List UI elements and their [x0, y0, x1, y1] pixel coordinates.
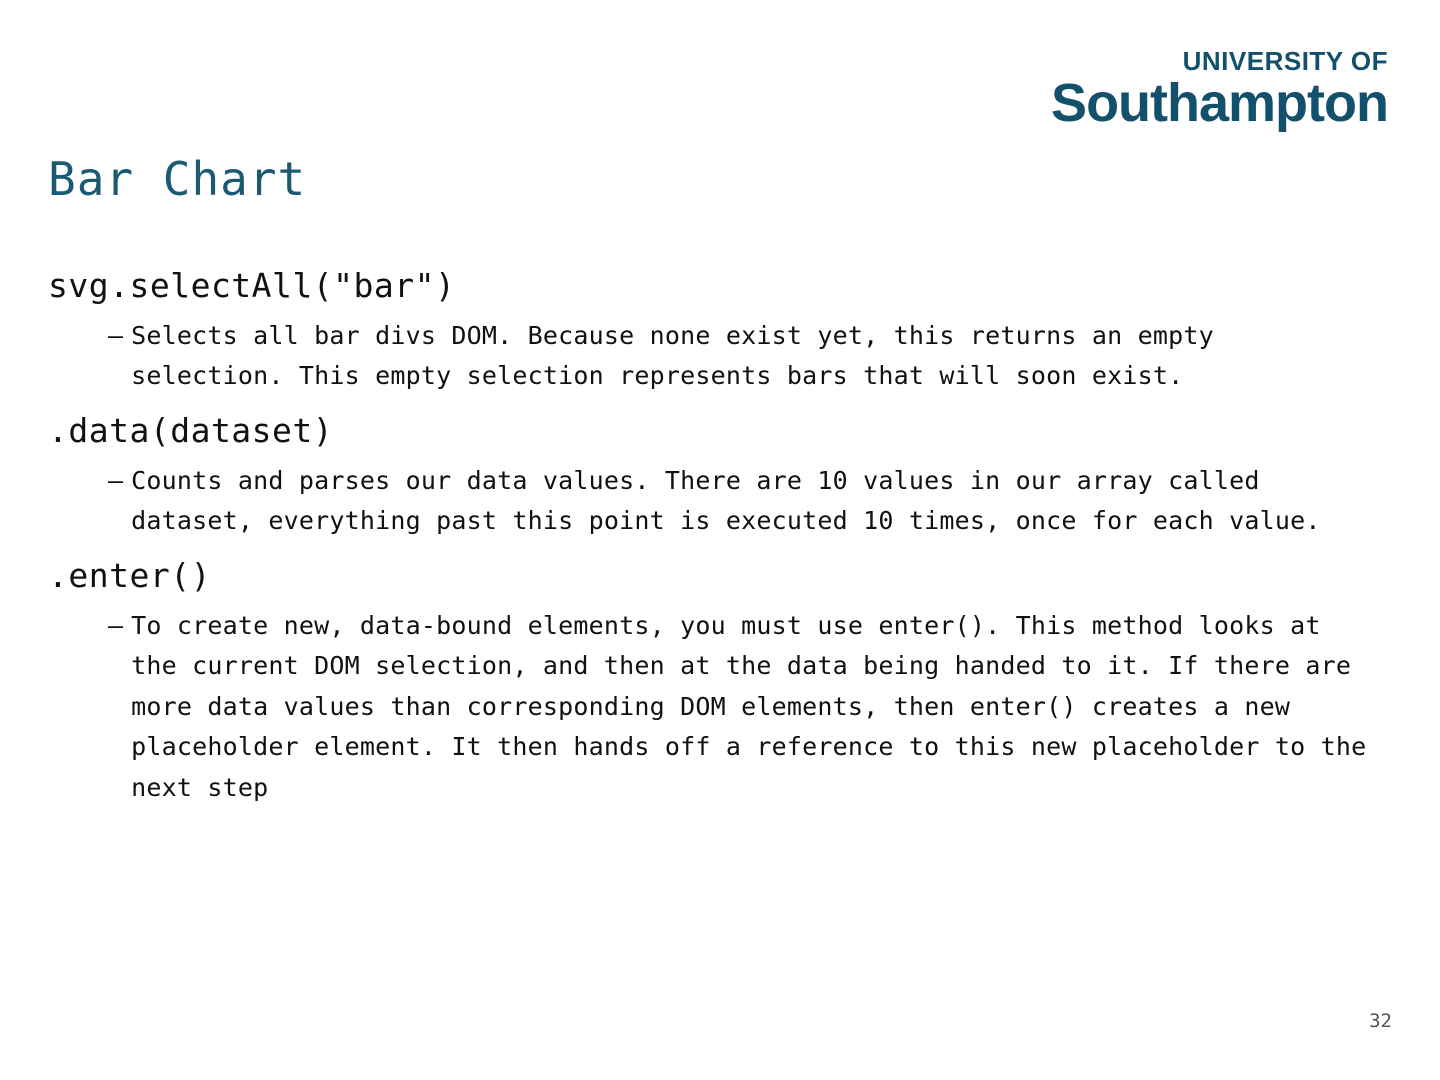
bullet-text: Selects all bar divs DOM. Because none exist yet, this returns an empty selection. This empty selection represents bars that will soon exist.: [131, 320, 1214, 391]
bullet-dash-icon: –: [108, 465, 124, 495]
page-number: 32: [1369, 1010, 1392, 1032]
list-item: [48, 606, 1388, 809]
bullet-dash-icon: –: [108, 320, 124, 350]
logo-line-southampton: Southampton: [1051, 73, 1388, 133]
code-heading-selectall: svg.selectAll("bar"): [48, 266, 456, 305]
bullet-text: Counts and parses our data values. There are 10 values in our array called dataset, everything past this point is executed 10 times, once for each value.: [131, 465, 1321, 536]
university-logo: [1051, 46, 1388, 133]
slide-body: [48, 262, 1388, 818]
code-heading-enter: .enter(): [48, 555, 211, 595]
code-heading-data: .data(dataset): [48, 410, 334, 450]
list-item: [48, 461, 1388, 542]
list-item: [48, 316, 1388, 397]
page-title: Bar Chart: [48, 152, 307, 206]
content-block-1: [48, 262, 1388, 397]
bullet-dash-icon: –: [108, 610, 124, 640]
logo-line-university-of: UNIVERSITY OF: [1182, 46, 1388, 76]
content-block-3: [48, 552, 1388, 808]
bullet-text: To create new, data-bound elements, you must use enter(). This method looks at the current DOM selection, and then at the data being handed to it. If there are more data values than corresponding DOM elements, then enter() creates a new placeholder element. It then hands off a reference to this new placeholder to the next step: [131, 610, 1367, 802]
content-block-2: [48, 407, 1388, 542]
